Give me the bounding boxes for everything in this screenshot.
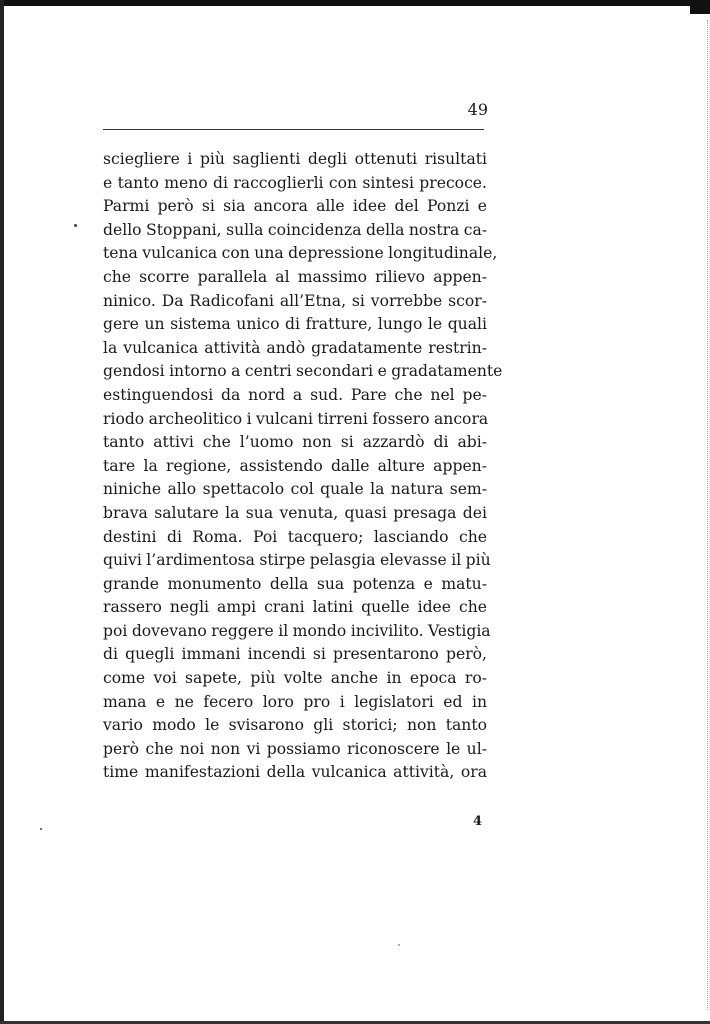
page-top-edge: [0, 0, 710, 6]
page-number: 49: [467, 100, 488, 119]
text-line: poi dovevano reggere il mondo incivilito. Vestigia: [103, 621, 491, 640]
text-line: grande monumento della sua potenza e matu-: [103, 574, 487, 593]
text-line: niniche allo spettacolo col quale la natura sem-: [103, 480, 487, 499]
text-line: quivi l’ardimentosa stirpe pelasgia elevasse il più: [103, 551, 491, 570]
text-line: tare la regione, assistendo dalle alture appen-: [103, 456, 487, 475]
text-line: vario modo le svisarono gli storici; non tanto: [103, 716, 487, 735]
text-line: però che noi non vi possiamo riconoscere le ul-: [103, 739, 487, 758]
text-line: brava salutare la sua venuta, quasi presaga dei: [103, 503, 487, 522]
text-line: dello Stoppani, sulla coincidenza della nostra ca-: [103, 220, 488, 239]
text-line: che scorre parallela al massimo rilievo appen-: [103, 267, 487, 286]
text-line: gere un sistema unico di fratture, lungo le quali: [103, 315, 487, 334]
text-line: riodo archeolitico i vulcani tirreni fossero ancora: [103, 409, 489, 428]
text-line: Parmi però si sia ancora alle idee del Ponzi e: [103, 197, 487, 216]
text-line: tena vulcanica con una depressione longitudinale,: [103, 244, 498, 263]
text-line: tanto attivi che l’uomo non si azzardò di abi-: [103, 433, 487, 452]
text-line: estinguendosi da nord a sud. Pare che nel pe-: [103, 385, 487, 404]
header-rule: [103, 129, 484, 130]
text-line: time manifestazioni della vulcanica attività, ora: [103, 763, 487, 782]
text-line: destini di Roma. Poi tacquero; lasciando che: [103, 527, 487, 546]
text-line: e tanto meno di raccoglierli con sintesi precoce.: [103, 173, 487, 192]
page-top-corner: [690, 0, 710, 14]
paper-speck: [398, 944, 400, 946]
text-line: come voi sapete, più volte anche in epoca ro-: [103, 669, 487, 688]
text-line: gendosi intorno a centri secondari e gradatamente: [103, 362, 503, 381]
page-left-edge: [0, 0, 4, 1024]
signature-mark: 4: [472, 814, 482, 829]
text-line: rassero negli ampi crani latini quelle idee che: [103, 598, 487, 617]
text-line: di quegli immani incendi si presentarono però,: [103, 645, 487, 664]
text-line: sciegliere i più saglienti degli ottenuti risultati: [103, 150, 487, 168]
text-line: ninico. Da Radicofani all’Etna, si vorrebbe scor-: [103, 291, 487, 310]
body-text: [103, 148, 503, 785]
page-right-edge: [706, 20, 708, 1010]
paper-speck: [74, 224, 77, 227]
text-line: mana e ne fecero loro pro i legislatori ed in: [103, 692, 487, 711]
text-line: la vulcanica attività andò gradatamente restrin-: [103, 338, 487, 357]
paper-speck: [40, 828, 42, 830]
